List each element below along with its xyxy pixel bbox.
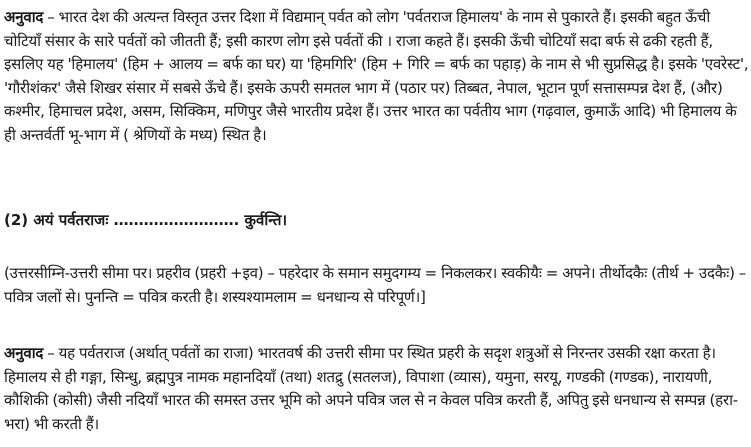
word-meanings-paragraph: (उत्तरसीम्नि-उत्तरी सीमा पर। प्रहरीव (प्रहरी +इव) – पहरेदार के समान समुदगम्य = निकलकर। स्वकीयैः = अपने। तीर्थोदकैः (तीर्थ + उदकैः) – पवित्र जलों से। पुनन्ति = पवित्र करती है। शस्यश्यामलाम = धनधान्य से परिपूर्ण।] bbox=[4, 264, 747, 306]
translation-paragraph-1 bbox=[4, 0, 749, 147]
translation-label: अनुवाद bbox=[4, 8, 44, 26]
translation-label: अनुवाद bbox=[4, 344, 44, 362]
translation-text: – यह पर्वतराज (अर्थात् पर्वतों का राजा) भारतवर्ष की उत्तरी सीमा पर स्थित प्रहरी के सदृश शत्रुओं से निरन्तर उसकी रक्षा करता है। हिमालय से ही गङ्गा, सिन्धु, ब्रह्मपुत्र नामक महानदियाँ (तथा) शतद्रु (सतलज), विपाशा (व्यास), यमुना, सरयू, गण्डकी (गण्डक), नारायणी, कौशिकी (कोसी) जैसी नदियाँ भारत की समस्त उत्तर भूमि को अपने पवित्र जल से न केवल पवित्र करती हैं, अपितु इसे धनधान्य से सम्पन्न (हरा-भरा) भी करती हैं। bbox=[4, 344, 738, 433]
translation-text: – भारत देश की अत्यन्त विस्तृत उत्तर दिशा में विद्यमान् पर्वत को लोग 'पर्वतराज हिमालय' के नाम से पुकारते हैं। इसकी बहुत ऊँची चोटियाँ संसार के सारे पर्वतों को जीतती हैं; इसी कारण लोग इसे पर्वतों की । राजा कहते हैं। इसकी ऊँची चोटियाँ सदा बर्फ से ढकी रहती हैं, इसलिए यह 'हिमालय' (हिम + आलय = बर्फ का घर) या 'हिमगिरि' (हिम + गिरि = बर्फ का पहाड़) के नाम से भी सुप्रसिद्ध है। इसके 'एवरेस्ट', 'गौरीशंकर' जैसे शिखर संसार में सबसे ऊँचे हैं। इसके ऊपरी समतल भाग में (पठार पर) तिब्बत, नेपाल, भूटान पूर्ण सत्तासम्पन्न देश हैं, (और) कश्मीर, हिमाचल प्रदेश, असम, सिक्किम, मणिपुर जैसे भारतीय प्रदेश हैं। उत्तर भारत का पर्वतीय भाग (गढ़वाल, कुमाऊँ आदि) भी हिमालय के ही अन्तर्वर्ती भू-भाग में ( श्रेणियों के मध्य) स्थित है। bbox=[4, 8, 749, 144]
document-page bbox=[4, 0, 749, 433]
translation-paragraph-2 bbox=[4, 342, 749, 436]
verse-heading: (2) अयं पर्वतराजः ……………………. कुर्वन्ति। bbox=[4, 211, 288, 229]
